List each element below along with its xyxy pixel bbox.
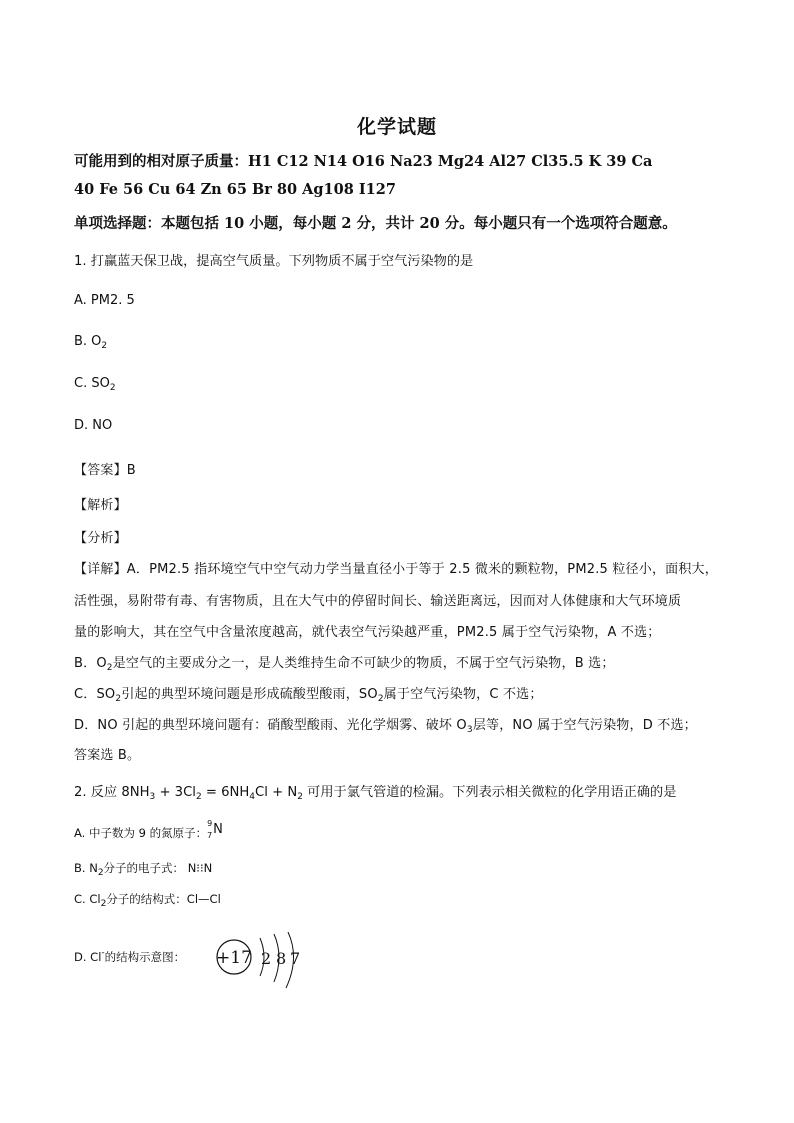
nucleus-charge: +17	[216, 948, 252, 968]
q2-option-c: C. $Cl_2$分子的结构式：Cl—Cl	[74, 892, 221, 909]
q1-answer: 【答案】B	[74, 463, 136, 478]
q1-option-a: A. PM2. 5	[74, 293, 135, 308]
section-heading: 单项选择题：本题包括 10 小题，每小题 2 分，共计 20 分。每小题只有一个选项符合题意。	[74, 215, 677, 232]
q1-detail-line-3: 量的影响大，其在空气中含量浓度越高，就代表空气污染越严重，PM2.5 属于空气污染物，A 不选；	[74, 625, 661, 640]
q1-jiexi-label: 【解析】	[74, 498, 127, 513]
q2-option-a: A. 中子数为 9 的氮原子： 9 7 N	[74, 822, 225, 842]
q1-option-c: C. $SO_2$	[74, 376, 116, 393]
nitrogen-isotope-notation: 9 7 N	[207, 819, 223, 840]
shell-electrons-3: 7	[290, 949, 301, 968]
q1-option-d: D. NO	[74, 418, 113, 433]
q1-stem: 1. 打赢蓝天保卫战，提高空气质量。下列物质不属于空气污染物的是	[74, 254, 474, 269]
shell-electrons-2: 8	[276, 949, 287, 968]
atomic-mass-line-1: 可能用到的相对原子质量：H1 C12 N14 O16 Na23 Mg24 Al27 Cl35.5 K 39 Ca	[74, 153, 653, 170]
q2-stem: 2. 反应 $8NH_3 + 3Cl_2 = 6NH_4Cl + N_2$ 可用于氯气管道的检漏。下列表示相关微粒的化学用语正确的是	[74, 785, 677, 802]
q2-option-d: D. Cl-的结构示意图：	[74, 948, 186, 964]
chloride-ion-structure-diagram	[214, 932, 314, 992]
q1-fenxi-label: 【分析】	[74, 531, 127, 546]
atomic-mass-line-2: 40 Fe 56 Cu 64 Zn 65 Br 80 Ag108 I127	[74, 181, 396, 198]
atom-structure-svg	[214, 932, 314, 992]
q1-detail-line-2: 活性强，易附带有毒、有害物质，且在大气中的停留时间长、输送距离远，因而对人体健康和大气环境质	[74, 594, 682, 609]
q1-detail-line-1: 【详解】A．PM2.5 指环境空气中空气动力学当量直径小于等于 2.5 微米的颗粒物，PM2.5 粒径小，面积大，	[74, 562, 718, 577]
q1-detail-line-5: C．$SO_2$引起的典型环境问题是形成硫酸型酸雨，$SO_2$属于空气污染物，C 不选；	[74, 687, 543, 704]
page-title: 化学试题	[356, 116, 437, 138]
q1-option-b: B. $O_2$	[74, 334, 108, 351]
q1-detail-line-4: B．$O_2$是空气的主要成分之一，是人类维持生命不可缺少的物质，不属于空气污染物，B 选；	[74, 656, 615, 673]
shell-electrons-1: 2	[261, 949, 272, 968]
q2-option-b: B. $N_2$分子的电子式： N⁝⁝N	[74, 861, 213, 878]
q1-detail-line-6: D．NO 引起的典型环境问题有：硝酸型酸雨、光化学烟雾、破坏 $O_3$层等，NO 属于空气污染物，D 不选；	[74, 718, 697, 735]
q1-detail-line-7: 答案选 B。	[74, 748, 141, 763]
